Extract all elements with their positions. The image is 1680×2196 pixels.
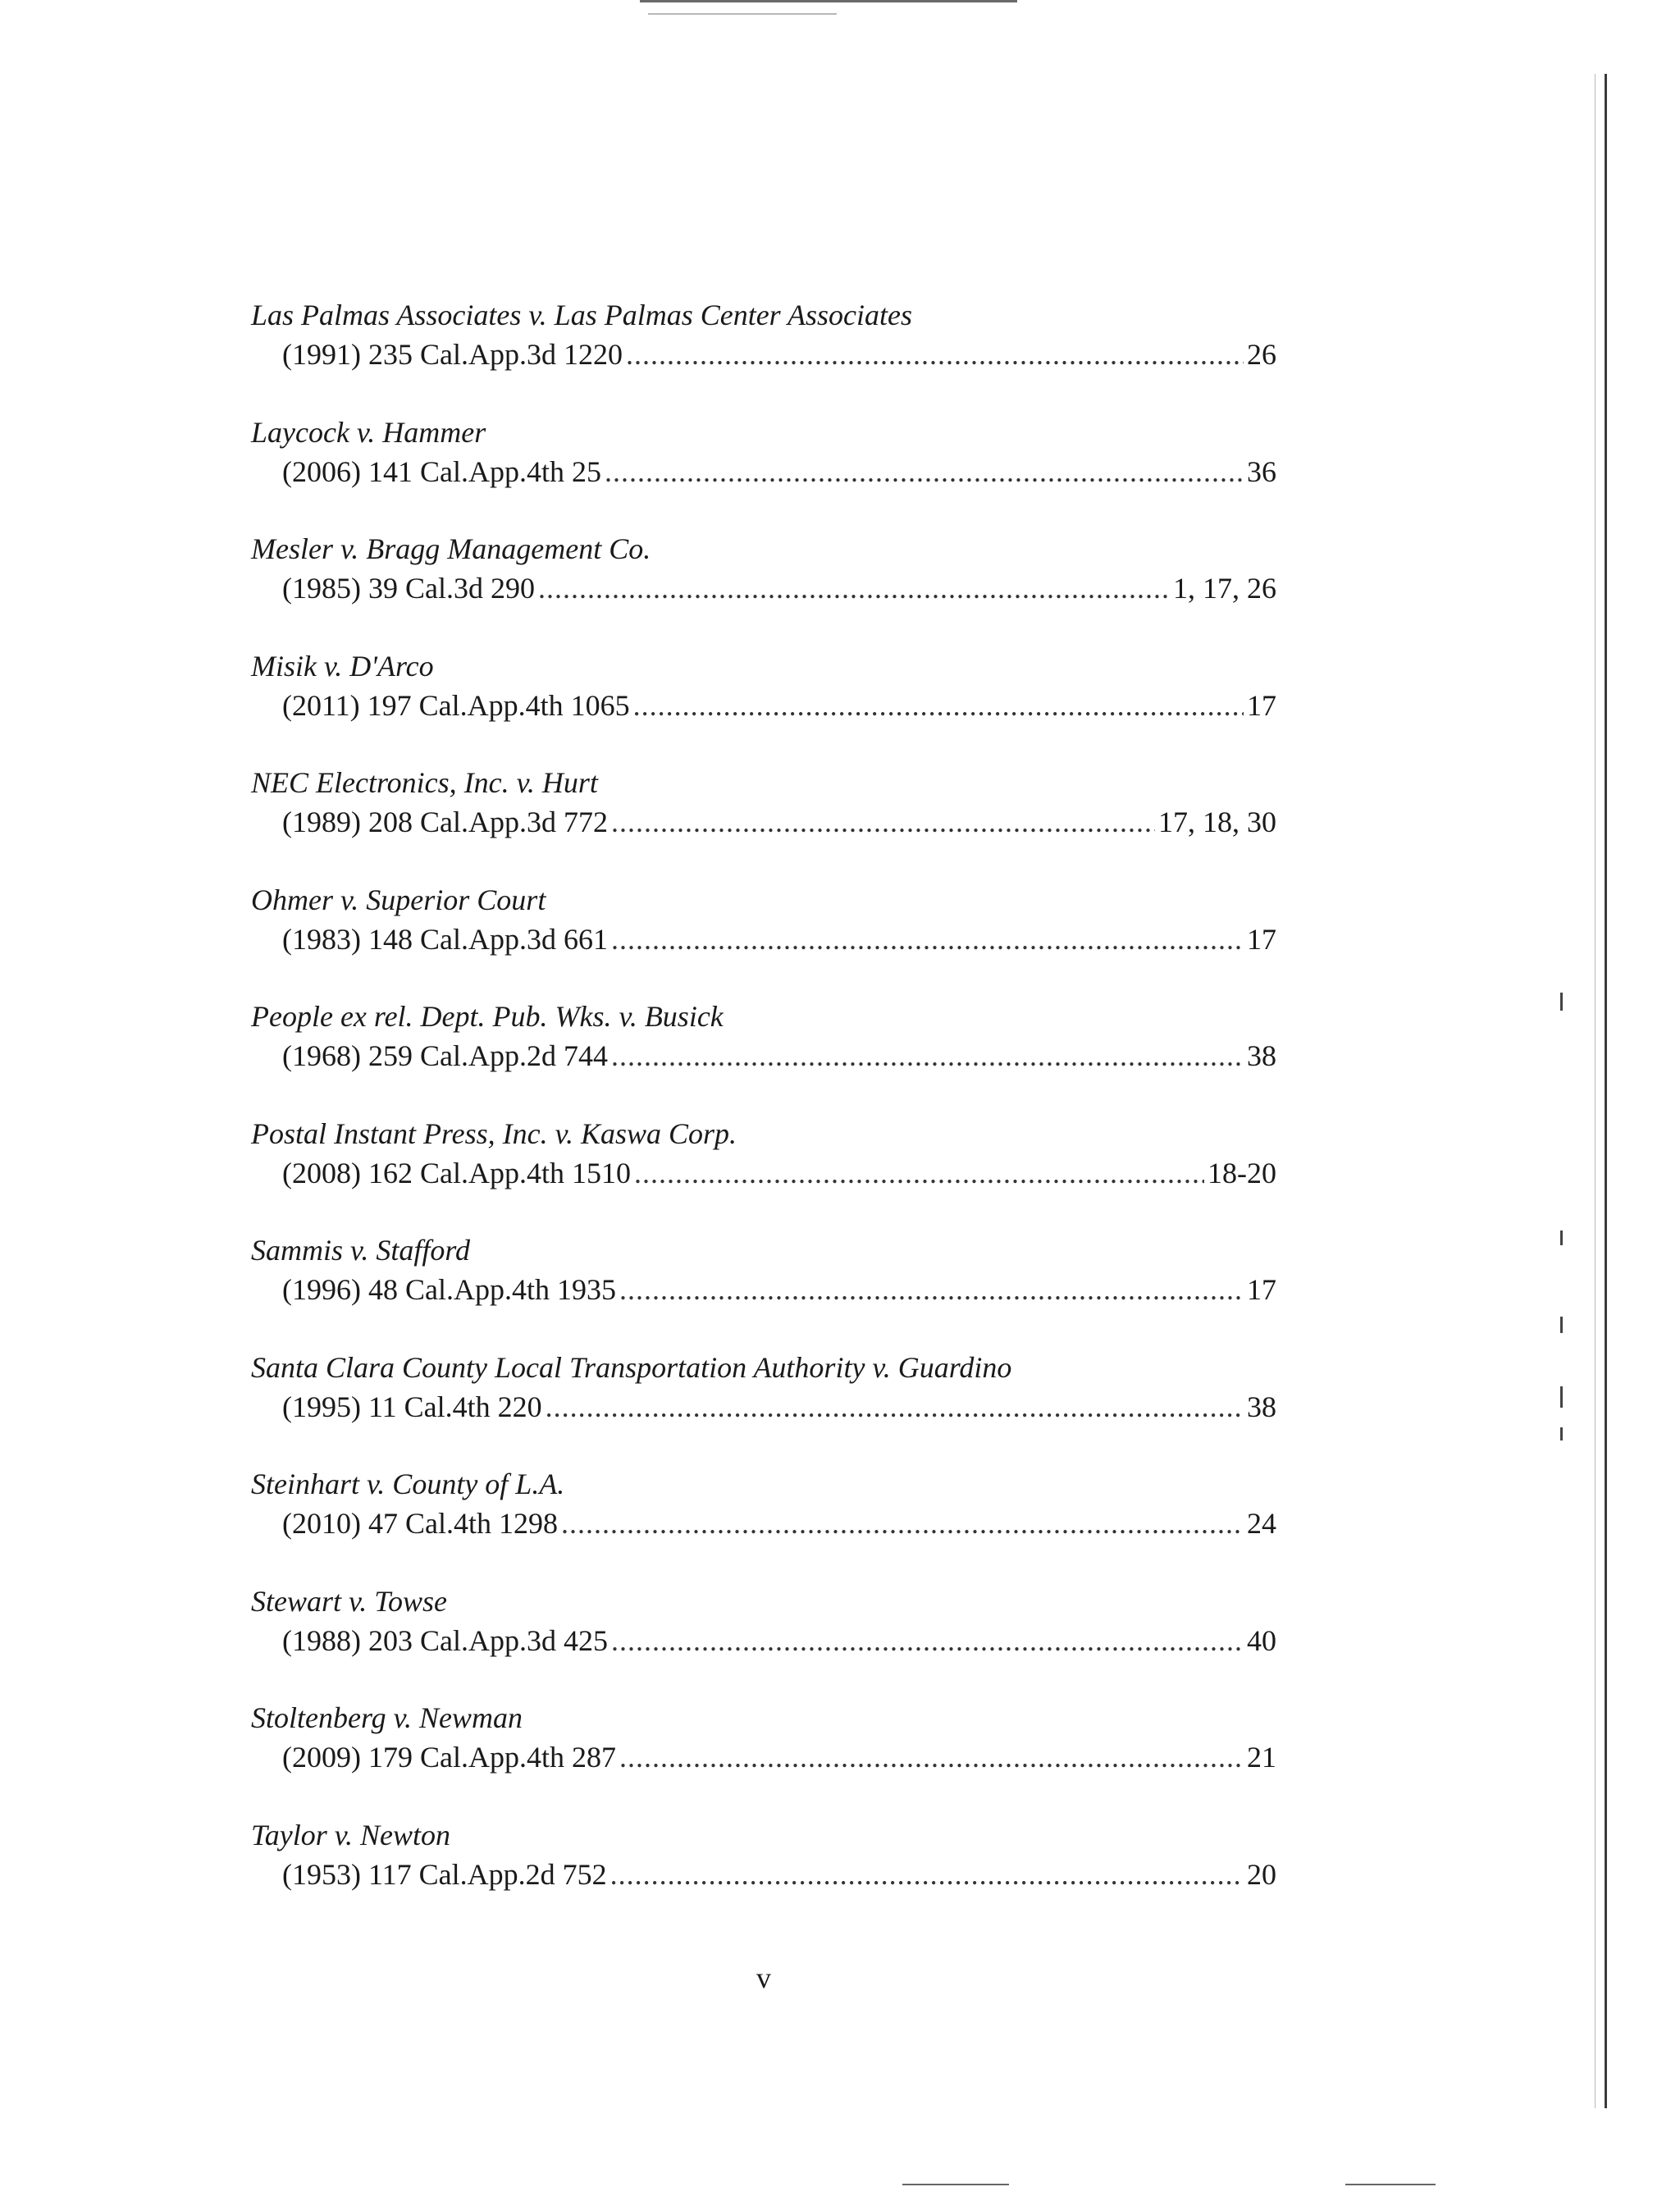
citation: (1968) 259 Cal.App.2d 744: [282, 1039, 608, 1072]
page-references: 17, 18, 30: [1158, 806, 1276, 838]
dot-leader: [611, 802, 1155, 842]
page-references: 17: [1247, 922, 1276, 956]
scan-artifact-bottom: [902, 2184, 1009, 2185]
case-name: Laycock v. Hammer: [251, 415, 486, 449]
citation-line: [282, 335, 1276, 374]
case-name: Steinhart v. County of L.A.: [251, 1468, 565, 1500]
authority-entry: [251, 880, 1276, 998]
citation-line: [282, 1621, 1276, 1660]
case-name: Misik v. D'Arco: [251, 649, 434, 683]
citation: (2006) 141 Cal.App.4th 25: [282, 454, 601, 488]
case-name: Ohmer v. Superior Court: [251, 883, 546, 916]
scan-artifact-mark: [1560, 1317, 1563, 1333]
citation: (2011) 197 Cal.App.4th 1065: [282, 688, 630, 722]
citation: (1988) 203 Cal.App.3d 425: [282, 1623, 608, 1657]
page-number: v: [756, 1961, 771, 1994]
page-references: 38: [1247, 1039, 1276, 1072]
citation: (1989) 208 Cal.App.3d 772: [282, 806, 608, 838]
citation-line: [282, 452, 1276, 491]
case-name: Stoltenberg v. Newman: [251, 1701, 523, 1734]
authority-entry: [251, 529, 1276, 646]
case-name: People ex rel. Dept. Pub. Wks. v. Busick: [251, 1000, 724, 1033]
table-of-authorities: [251, 295, 1276, 1932]
authority-entry: [251, 646, 1276, 764]
dot-leader: [634, 1153, 1204, 1193]
citation: (2008) 162 Cal.App.4th 1510: [282, 1156, 631, 1189]
dot-leader: [619, 1737, 1244, 1777]
page-references: 20: [1247, 1857, 1276, 1891]
scan-artifact-right-edge: [1605, 74, 1607, 2108]
case-name: Las Palmas Associates v. Las Palmas Center Associates: [251, 299, 913, 331]
citation: (1996) 48 Cal.App.4th 1935: [282, 1273, 616, 1306]
case-name: Postal Instant Press, Inc. v. Kaswa Corp.: [251, 1116, 737, 1150]
scan-artifact-top: [640, 0, 1017, 2]
citation-line: [282, 802, 1276, 842]
page-references: 24: [1247, 1507, 1276, 1540]
page-references: 17: [1247, 1273, 1276, 1306]
citation-line: [282, 686, 1276, 725]
authority-entry: [251, 1348, 1276, 1465]
page-references: 17: [1247, 688, 1276, 722]
case-name: Stewart v. Towse: [251, 1584, 448, 1618]
citation-line: [282, 1036, 1276, 1075]
citation: (1953) 117 Cal.App.2d 752: [282, 1857, 607, 1891]
page-references: 26: [1247, 338, 1276, 371]
scan-artifact-top-faint: [648, 13, 837, 15]
dot-leader: [633, 686, 1244, 725]
dot-leader: [561, 1504, 1244, 1543]
case-name: Santa Clara County Local Transportation Authority v. Guardino: [251, 1350, 1012, 1384]
dot-leader: [610, 1855, 1244, 1894]
page-references: 21: [1247, 1741, 1276, 1774]
authority-entry: [251, 1815, 1276, 1933]
authority-entry: [251, 413, 1276, 530]
scan-artifact-mark: [1560, 1386, 1563, 1408]
scan-artifact-bottom: [1345, 2184, 1436, 2185]
citation-line: [282, 568, 1276, 608]
case-name: Mesler v. Bragg Management Co.: [251, 532, 651, 565]
authority-entry: [251, 763, 1276, 880]
citation-line: [282, 1153, 1276, 1193]
authority-entry: [251, 1464, 1276, 1582]
dot-leader: [538, 568, 1170, 608]
citation: (1985) 39 Cal.3d 290: [282, 572, 535, 605]
case-name: Taylor v. Newton: [251, 1818, 451, 1851]
dot-leader: [611, 920, 1244, 959]
authority-entry: [251, 295, 1276, 413]
citation-line: [282, 1855, 1276, 1894]
case-name: NEC Electronics, Inc. v. Hurt: [251, 766, 598, 799]
scan-artifact-mark: [1560, 1230, 1563, 1245]
page-references: 1, 17, 26: [1173, 572, 1276, 605]
page-references: 18-20: [1208, 1156, 1276, 1189]
case-name: Sammis v. Stafford: [251, 1234, 470, 1267]
citation: (1991) 235 Cal.App.3d 1220: [282, 338, 623, 371]
scan-artifact-mark: [1560, 1427, 1563, 1440]
citation: (1983) 148 Cal.App.3d 661: [282, 922, 608, 956]
dot-leader: [611, 1036, 1244, 1075]
scan-artifact-mark: [1560, 993, 1563, 1011]
citation: (1995) 11 Cal.4th 220: [282, 1390, 542, 1423]
citation: (2010) 47 Cal.4th 1298: [282, 1507, 558, 1540]
citation-line: [282, 920, 1276, 959]
dot-leader: [546, 1387, 1244, 1427]
authority-entry: [251, 1114, 1276, 1231]
dot-leader: [605, 452, 1244, 491]
citation-line: [282, 1270, 1276, 1309]
authority-entry: [251, 1582, 1276, 1699]
authority-entry: [251, 997, 1276, 1114]
citation-line: [282, 1387, 1276, 1427]
scan-artifact-right-edge-faint: [1595, 74, 1596, 2108]
dot-leader: [626, 335, 1244, 374]
page-references: 36: [1247, 454, 1276, 488]
page-references: 38: [1247, 1390, 1276, 1423]
page-references: 40: [1247, 1623, 1276, 1657]
authority-entry: [251, 1698, 1276, 1815]
dot-leader: [619, 1270, 1244, 1309]
citation-line: [282, 1504, 1276, 1543]
authority-entry: [251, 1230, 1276, 1348]
dot-leader: [611, 1621, 1244, 1660]
citation: (2009) 179 Cal.App.4th 287: [282, 1741, 616, 1774]
citation-line: [282, 1737, 1276, 1777]
